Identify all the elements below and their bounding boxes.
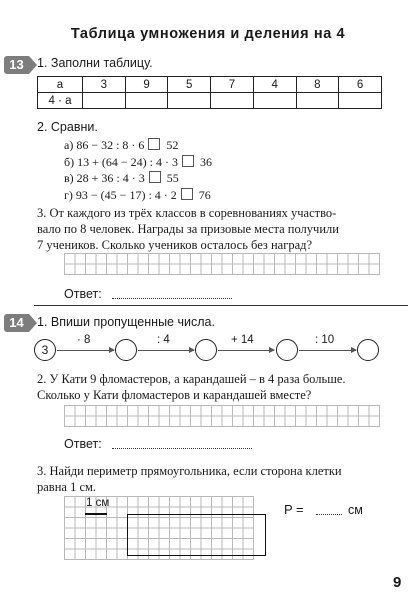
compare-list: [64, 137, 212, 203]
rectangle-figure: [127, 514, 266, 556]
answer-line-14[interactable]: [112, 448, 252, 449]
cell-size-marker: [85, 513, 107, 515]
table-cell: 7: [211, 77, 254, 93]
lesson-14-badge: 14: [4, 314, 29, 332]
perimeter-answer-line[interactable]: [316, 514, 342, 515]
chain-start: 3: [34, 339, 56, 361]
chain-op-1: · 8: [77, 334, 91, 346]
chain-blank-4[interactable]: [357, 339, 379, 361]
answer-label-13: Ответ:: [64, 287, 102, 301]
task-13-3-text: 3. От каждого из трёх классов в соревнованиях участво- вало по 8 человек. Награды за призовые места получили 7 учеников. Сколько учеников осталось без наград?: [37, 206, 339, 252]
perimeter-label: P =: [284, 502, 304, 517]
answer-cell[interactable]: [211, 93, 254, 109]
chain-blank-3[interactable]: [276, 339, 298, 361]
answer-label-14: Ответ:: [64, 437, 102, 451]
answer-cell[interactable]: [296, 93, 339, 109]
lesson-13-badge: 13: [4, 56, 29, 74]
chain-op-3: + 14: [231, 334, 254, 346]
task-14-2-text: 2. У Кати 9 фломастеров, а карандашей – в 4 раза больше. Сколько у Кати фломастеров и карандашей вместе?: [37, 372, 346, 402]
page-number: 9: [393, 574, 402, 591]
page-title: Таблица умножения и деления на 4: [70, 26, 346, 42]
table-cell: 5: [168, 77, 211, 93]
task-14-1-label: 1. Впиши пропущенные числа.: [37, 315, 215, 329]
compare-item-d: г) 93 − (45 − 17) : 4 · 2 76: [64, 187, 211, 202]
chain-blank-2[interactable]: [195, 339, 217, 361]
table-header-a: a: [38, 77, 83, 93]
compare-box[interactable]: [182, 155, 194, 167]
chain-blank-1[interactable]: [115, 339, 137, 361]
compare-item-c: в) 28 + 36 : 4 · 3 55: [64, 171, 179, 185]
table-row-a: [38, 77, 382, 93]
task-13-2-label: 2. Сравни.: [37, 120, 98, 134]
chain-arrow: [57, 350, 114, 351]
table-row-4a: [38, 93, 382, 109]
answer-grid-13-3[interactable]: [64, 253, 380, 275]
table-cell: 9: [125, 77, 168, 93]
multiplication-table: [37, 76, 382, 109]
table-cell: 6: [339, 77, 382, 93]
compare-box[interactable]: [149, 171, 161, 183]
task-14-3-text: 3. Найди периметр прямоугольника, если сторона клетки равна 1 см.: [37, 464, 342, 494]
compare-item-b: б) 13 + (64 − 24) : 4 · 3 36: [64, 154, 212, 169]
table-cell: 3: [83, 77, 126, 93]
answer-line-13[interactable]: [112, 298, 232, 299]
answer-grid-14-2[interactable]: [64, 405, 380, 427]
chain-arrow: [138, 350, 194, 351]
table-header-4a: 4 · a: [38, 93, 83, 109]
cell-size-label: 1 см: [86, 497, 110, 509]
compare-item-a: а) 86 − 32 : 8 · 6 52: [64, 138, 179, 152]
answer-cell[interactable]: [253, 93, 296, 109]
chain-op-4: : 10: [315, 334, 335, 346]
table-cell: 4: [253, 77, 296, 93]
answer-cell[interactable]: [339, 93, 382, 109]
compare-box[interactable]: [181, 188, 193, 200]
table-cell: 8: [296, 77, 339, 93]
perimeter-unit: см: [348, 503, 363, 517]
chain-arrow: [299, 350, 356, 351]
answer-cell[interactable]: [83, 93, 126, 109]
section-divider: [34, 305, 408, 306]
task-13-1-label: 1. Заполни таблицу.: [37, 56, 153, 70]
chain-op-2: : 4: [157, 334, 170, 346]
compare-box[interactable]: [148, 138, 160, 150]
chain-arrow: [218, 350, 274, 351]
answer-cell[interactable]: [168, 93, 211, 109]
answer-cell[interactable]: [125, 93, 168, 109]
